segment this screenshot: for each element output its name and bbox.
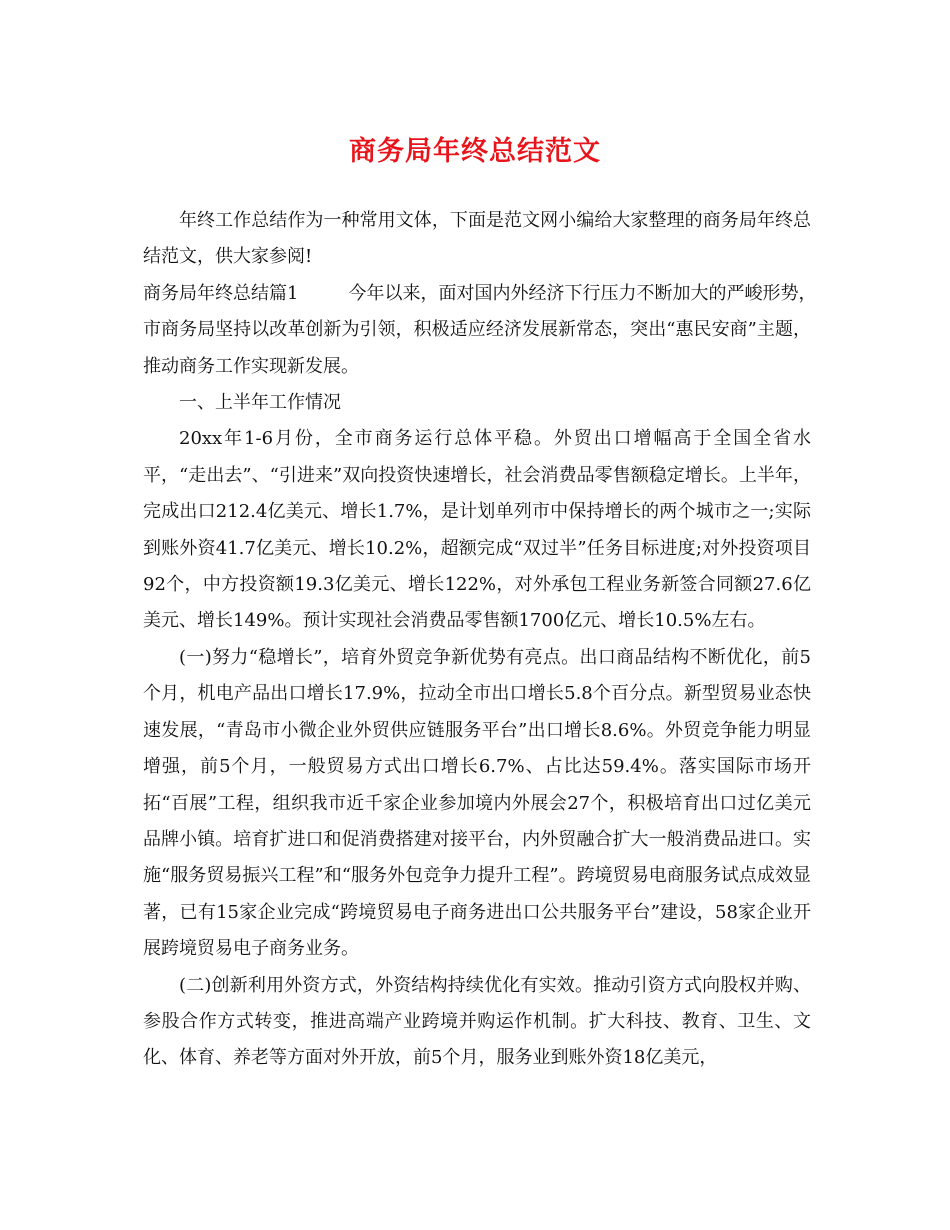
section-label: 商务局年终总结篇1 [143, 282, 299, 304]
intro-paragraph: 年终工作总结作为一种常用文体，下面是范文网小编给大家整理的商务局年终总结范文，供大家参阅! [143, 210, 811, 268]
section-intro-first-line [143, 283, 816, 304]
section-intro-rest: 市商务局坚持以改革创新为引领，积极适应经济发展新常态，突出“惠民安商”主题，推动商务工作实现新发展。 [143, 319, 811, 377]
paragraph-foreign-investment: (二)创新利用外资方式，外资结构持续优化有实效。推动引资方式向股权并购、参股合作方式转变，推进高端产业跨境并购运作机制。扩大科技、教育、卫生、文化、体育、养老等方面对外开放，前5个月，服务业到账外资18亿美元， [143, 974, 811, 1069]
document-body [143, 203, 817, 1077]
document-title: 商务局年终总结范文 [349, 136, 601, 167]
section-intro-paragraph [143, 276, 817, 385]
heading-first-half-year: 一、上半年工作情况 [179, 392, 341, 414]
paragraph-foreign-trade: (一)努力“稳增长”，培育外贸竞争新优势有亮点。出口商品结构不断优化，前5个月，机电产品出口增长17.9%，拉动全市出口增长5.8个百分点。新型贸易业态快速发展，“青岛市小微企业外贸供应链服务平台”出口增长8.6%。外贸竞争能力明显增强，前5个月，一般贸易方式出口增长6.7%、占比达59.4%。落实国际市场开拓“百展”工程，组织我市近千家企业参加境内外展会27个，积极培育出口过亿美元品牌小镇。培育扩进口和促消费搭建对接平台，内外贸融合扩大一般消费品进口。实施“服务贸易振兴工程”和“服务外包竞争力提升工程”。跨境贸易电商服务试点成效显著，已有15家企业完成“跨境贸易电子商务进出口公共服务平台”建设，58家企业开展跨境贸易电子商务业务。 [143, 646, 811, 960]
section-intro-first: 今年以来，面对国内外经济下行压力不断加大的严峻形势， [348, 282, 817, 304]
paragraph-overview: 20xx年1-6月份，全市商务运行总体平稳。外贸出口增幅高于全国全省水平，“走出去”、“引进来”双向投资快速增长，社会消费品零售额稳定增长。上半年，完成出口212.4亿美元、增长1.7%，是计划单列市中保持增长的两个城市之一;实际到账外资41.7亿美元、增长10.2%，超额完成“双过半”任务目标进度;对外投资项目92个，中方投资额19.3亿美元、增长122%，对外承包工程业务新签合同额27.6亿美元、增长149%。预计实现社会消费品零售额1700亿元、增长10.5%左右。 [143, 428, 811, 632]
